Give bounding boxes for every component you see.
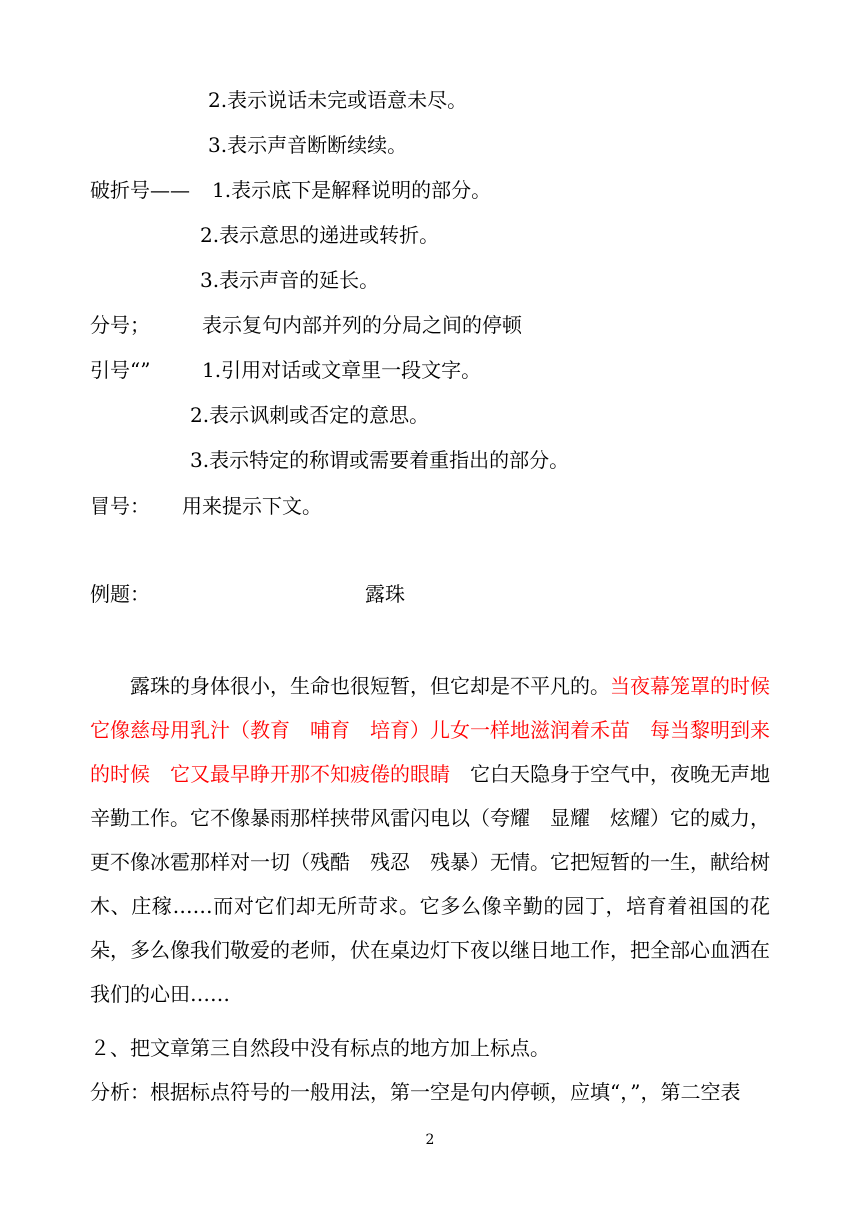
text-line: 用来提示下文。 <box>182 494 322 518</box>
text-line: 3.表示特定的称谓或需要着重指出的部分。 <box>190 448 570 472</box>
text-line: 1.表示底下是解释说明的部分。 <box>212 178 492 202</box>
question: ２、把文章第三自然段中没有标点的地方加上标点。 <box>90 1036 550 1060</box>
passage-highlight: 当夜幕笼罩的时候 它像慈母用乳汁（教育 哺育 培育）儿女一样地滋润着禾苗 每当黎明到来的时候 它又最早睁开那不知疲倦的眼睛 <box>90 674 790 786</box>
label: 冒号： <box>90 494 150 518</box>
label: 破折号—— <box>90 178 190 202</box>
passage-title: 露珠 <box>365 582 405 606</box>
label: 分号； <box>90 313 150 337</box>
page-number: 2 <box>425 1132 435 1148</box>
text-line: 表示复句内部并列的分局之间的停顿 <box>202 313 522 337</box>
text-line: 3.表示声音断断续续。 <box>208 133 408 157</box>
text-line: 2.表示讽刺或否定的意思。 <box>190 403 430 427</box>
text-line: 1.引用对话或文章里一段文字。 <box>202 358 482 382</box>
analysis: 分析：根据标点符号的一般用法，第一空是句内停顿，应填“，”，第二空表 <box>90 1080 741 1104</box>
example-label: 例题： <box>90 582 150 606</box>
text-line: 3.表示声音的延长。 <box>200 268 380 292</box>
text-line: 2.表示意思的递进或转折。 <box>200 223 440 247</box>
passage-text: 露珠的身体很小，生命也很短暂，但它却是不平凡的。 <box>130 674 610 698</box>
passage-paragraph <box>90 664 790 1016</box>
label: 引号“” <box>90 358 151 382</box>
passage-text: 它白天隐身于空气中，夜晚无声地辛勤工作。它不像暴雨那样挟带风雷闪电以（夸耀 显耀 炫耀）它的威力，更不像冰雹那样对一切（残酷 残忍 残暴）无情。它把短暂的一生，献给树木、庄稼……而对它们却无所苛求。它多么像辛勤的园丁，培育着祖国的花朵，多么像我们敬爱的老师，伏在桌边灯下夜以继日地工作，把全部心血洒在我们的心田…… <box>90 762 770 1006</box>
text-line: 2.表示说话未完或语意未尽。 <box>208 88 468 112</box>
